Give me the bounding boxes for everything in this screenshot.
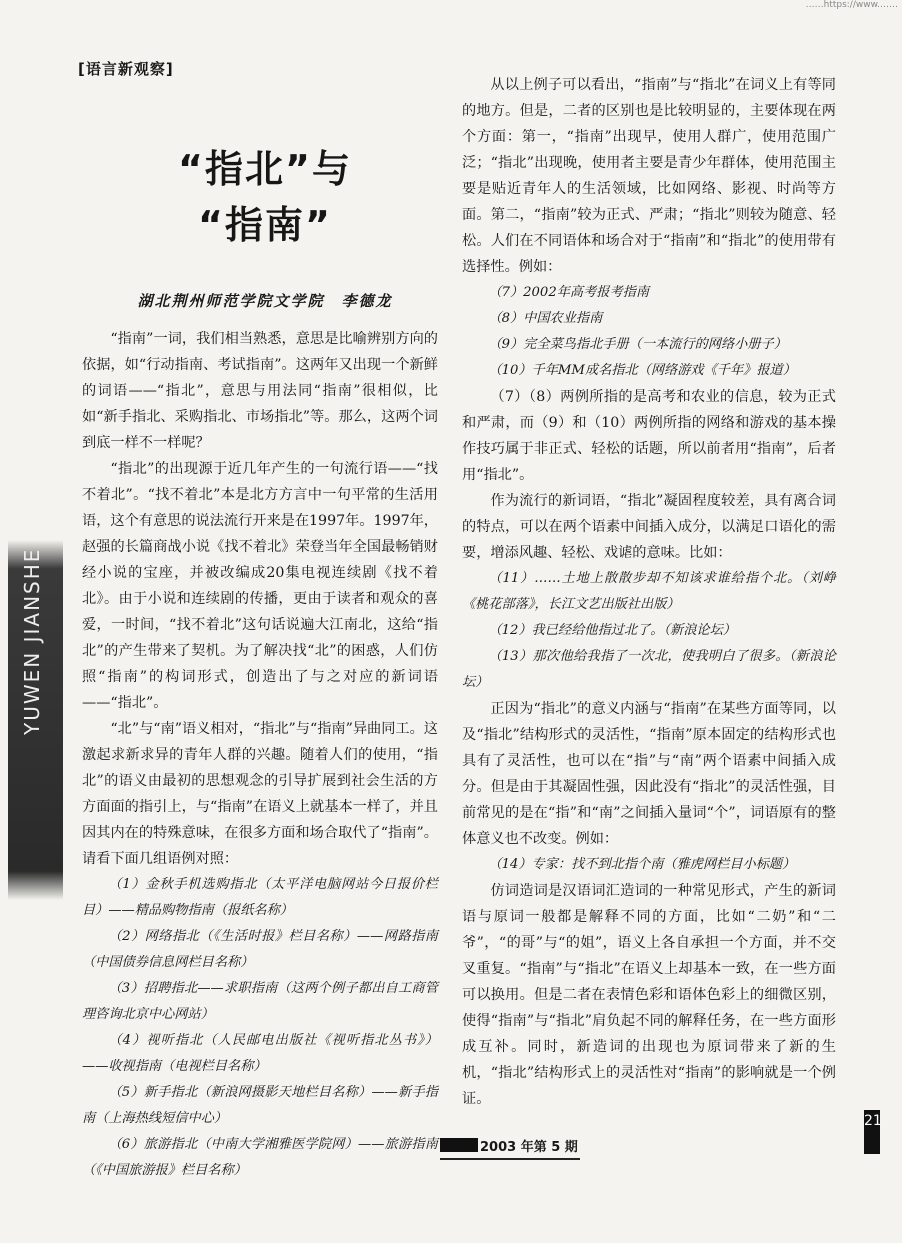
example-item: （8）中国农业指南 (488, 311, 603, 326)
paragraph: 从以上例子可以看出，“指南”与“指北”在词义上有等同的地方。但是，二者的区别也是比较明显的，主要体现在两个方面：第一，“指南”出现早，使用人群广，使用范围广泛；“指北”出现晚，使用者主要是青少年群体，使用范围主要是贴近青年人的生活领域，比如网络、影视、时尚等方面。第二，“指南”较为正式、严肃；“指北”则较为随意、轻松。人们在不同语体和场合对于“指南”和“指北”的使用带有选择性。例如： (462, 77, 836, 275)
footer-bar (440, 1138, 478, 1152)
paragraph: “北”与“南”语义相对，“指北”与“指南”异曲同工。这激起求新求异的青年人群的兴趣。随着人们的使用，“指北”的语义由最初的思想观念的引导扩展到社会生活的方方面面的指引上，与“指南”在语义上就基本一样了，并且因其内在的特殊意味，在很多方面和场合取代了“指南”。请看下面几组语例对照： (82, 721, 438, 867)
example-item: （9）完全菜鸟指北手册（一本流行的网络小册子） (488, 337, 787, 352)
footer-issue: 2003 年第 5 期 (480, 1140, 578, 1155)
example-item: （7）2002年高考报考指南 (488, 285, 650, 300)
footer-rule (440, 1158, 580, 1160)
title-line-1: “指北”与 (178, 147, 352, 191)
paragraph: （7）（8）两例所指的是高考和农业的信息，较为正式和严肃，而（9）和（10）两例所指的网络和游戏的基本操作技巧属于非正式、轻松的话题，所以前者用“指南”，后者用“指北”。 (462, 389, 836, 483)
example-item: （6）旅游指北（中南大学湘雅医学院网）——旅游指南（《中国旅游报》栏目名称） (82, 1137, 438, 1178)
example-item: （2）网络指北（《生活时报》栏目名称）——网路指南（中国债券信息网栏目名称） (82, 929, 438, 970)
example-item: （3）招聘指北——求职指南（这两个例子都出自工商管理咨询北京中心网站） (82, 981, 438, 1022)
right-column (462, 72, 836, 1112)
example-item: （5）新手指北（新浪网摄影天地栏目名称）——新手指南（上海热线短信中心） (82, 1085, 438, 1126)
example-item: （1）金秋手机选购指北（太平洋电脑网站今日报价栏目）——精品购物指南（报纸名称） (82, 877, 438, 918)
watermark: ……https://www.…… (805, 0, 898, 10)
example-item: （4）视听指北（人民邮电出版社《视听指北丛书》）——收视指南（电视栏目名称） (82, 1033, 438, 1074)
paragraph: “指南”一词，我们相当熟悉，意思是比喻辨别方向的依据，如“行动指南、考试指南”。这两年又出现一个新鲜的词语——“指北”，意思与用法同“指南”很相似，比如“新手指北、采购指北、市场指北”等。那么，这两个词到底一样不一样呢？ (82, 331, 438, 451)
paragraph: 正因为“指北”的意义内涵与“指南”在某些方面等同，以及“指北”结构形式的灵活性，“指南”原本固定的结构形式也具有了灵活性，也可以在“指”与“南”两个语素中间插入成分。但是由于其凝固性强，因此没有“指北”的灵活性强，目前常见的是在“指”和“南”之间插入量词“个”，词语原有的整体意义也不改变。例如： (462, 701, 836, 847)
paragraph: 仿词造词是汉语词汇造词的一种常见形式，产生的新词语与原词一般都是解释不同的方面，比如“二奶”和“二爷”，“的哥”与“的姐”，语义上各自承担一个方面，并不交叉重复。“指南”与“指北”在语义上却基本一致，在一些方面可以换用。但是二者在表情色彩和语体色彩上的细微区别，使得“指南”与“指北”肩负起不同的解释任务，在一些方面形成互补。同时，新造词的出现也为原词带来了新的生机，“指北”结构形式上的灵活性对“指南”的影响就是一个例证。 (462, 883, 836, 1107)
example-item: （13）那次他给我指了一次北，使我明白了很多。（新浪论坛） (462, 649, 836, 690)
column-tag: [语言新观察] (78, 60, 174, 78)
author: 湖北荆州师范学院文学院 李德龙 (137, 292, 393, 310)
paragraph: 作为流行的新词语，“指北”凝固程度较差，具有离合词的特点，可以在两个语素中间插入成分，以满足口语化的需要，增添风趣、轻松、戏谑的意味。比如： (462, 493, 836, 561)
example-item: （11）……土地上散散步却不知该求谁给指个北。（刘峥《桃花部落》，长江文艺出版社出版） (462, 571, 836, 612)
title-line-2: “指南” (198, 203, 332, 247)
example-item: （10）千年MM成名指北（网络游戏《千年》报道） (488, 363, 796, 378)
page-number: 21 (864, 1110, 880, 1154)
paragraph: “指北”的出现源于近几年产生的一句流行语——“找不着北”。“找不着北”本是北方方言中一句平常的生活用语，这个有意思的说法流行开来是在1997年。1997年，赵强的长篇商战小说《找不着北》荣登当年全国最畅销财经小说的宝座，并被改编成20集电视连续剧《找不着北》。由于小说和连续剧的传播，更由于读者和观众的喜爱，一时间，“找不着北”这句话说遍大江南北，这给“指北”的产生带来了契机。为了解决找“北”的困惑，人们仿照“指南”的构词形式，创造出了与之对应的新词语——“指北”。 (82, 461, 438, 711)
example-item: （14）专家：找不到北指个南（雅虎网栏目小标题） (488, 857, 796, 872)
example-item: （12）我已经给他指过北了。（新浪论坛） (488, 623, 736, 638)
left-column (82, 326, 438, 1184)
side-label: YUWEN JIANSHE (20, 547, 44, 735)
